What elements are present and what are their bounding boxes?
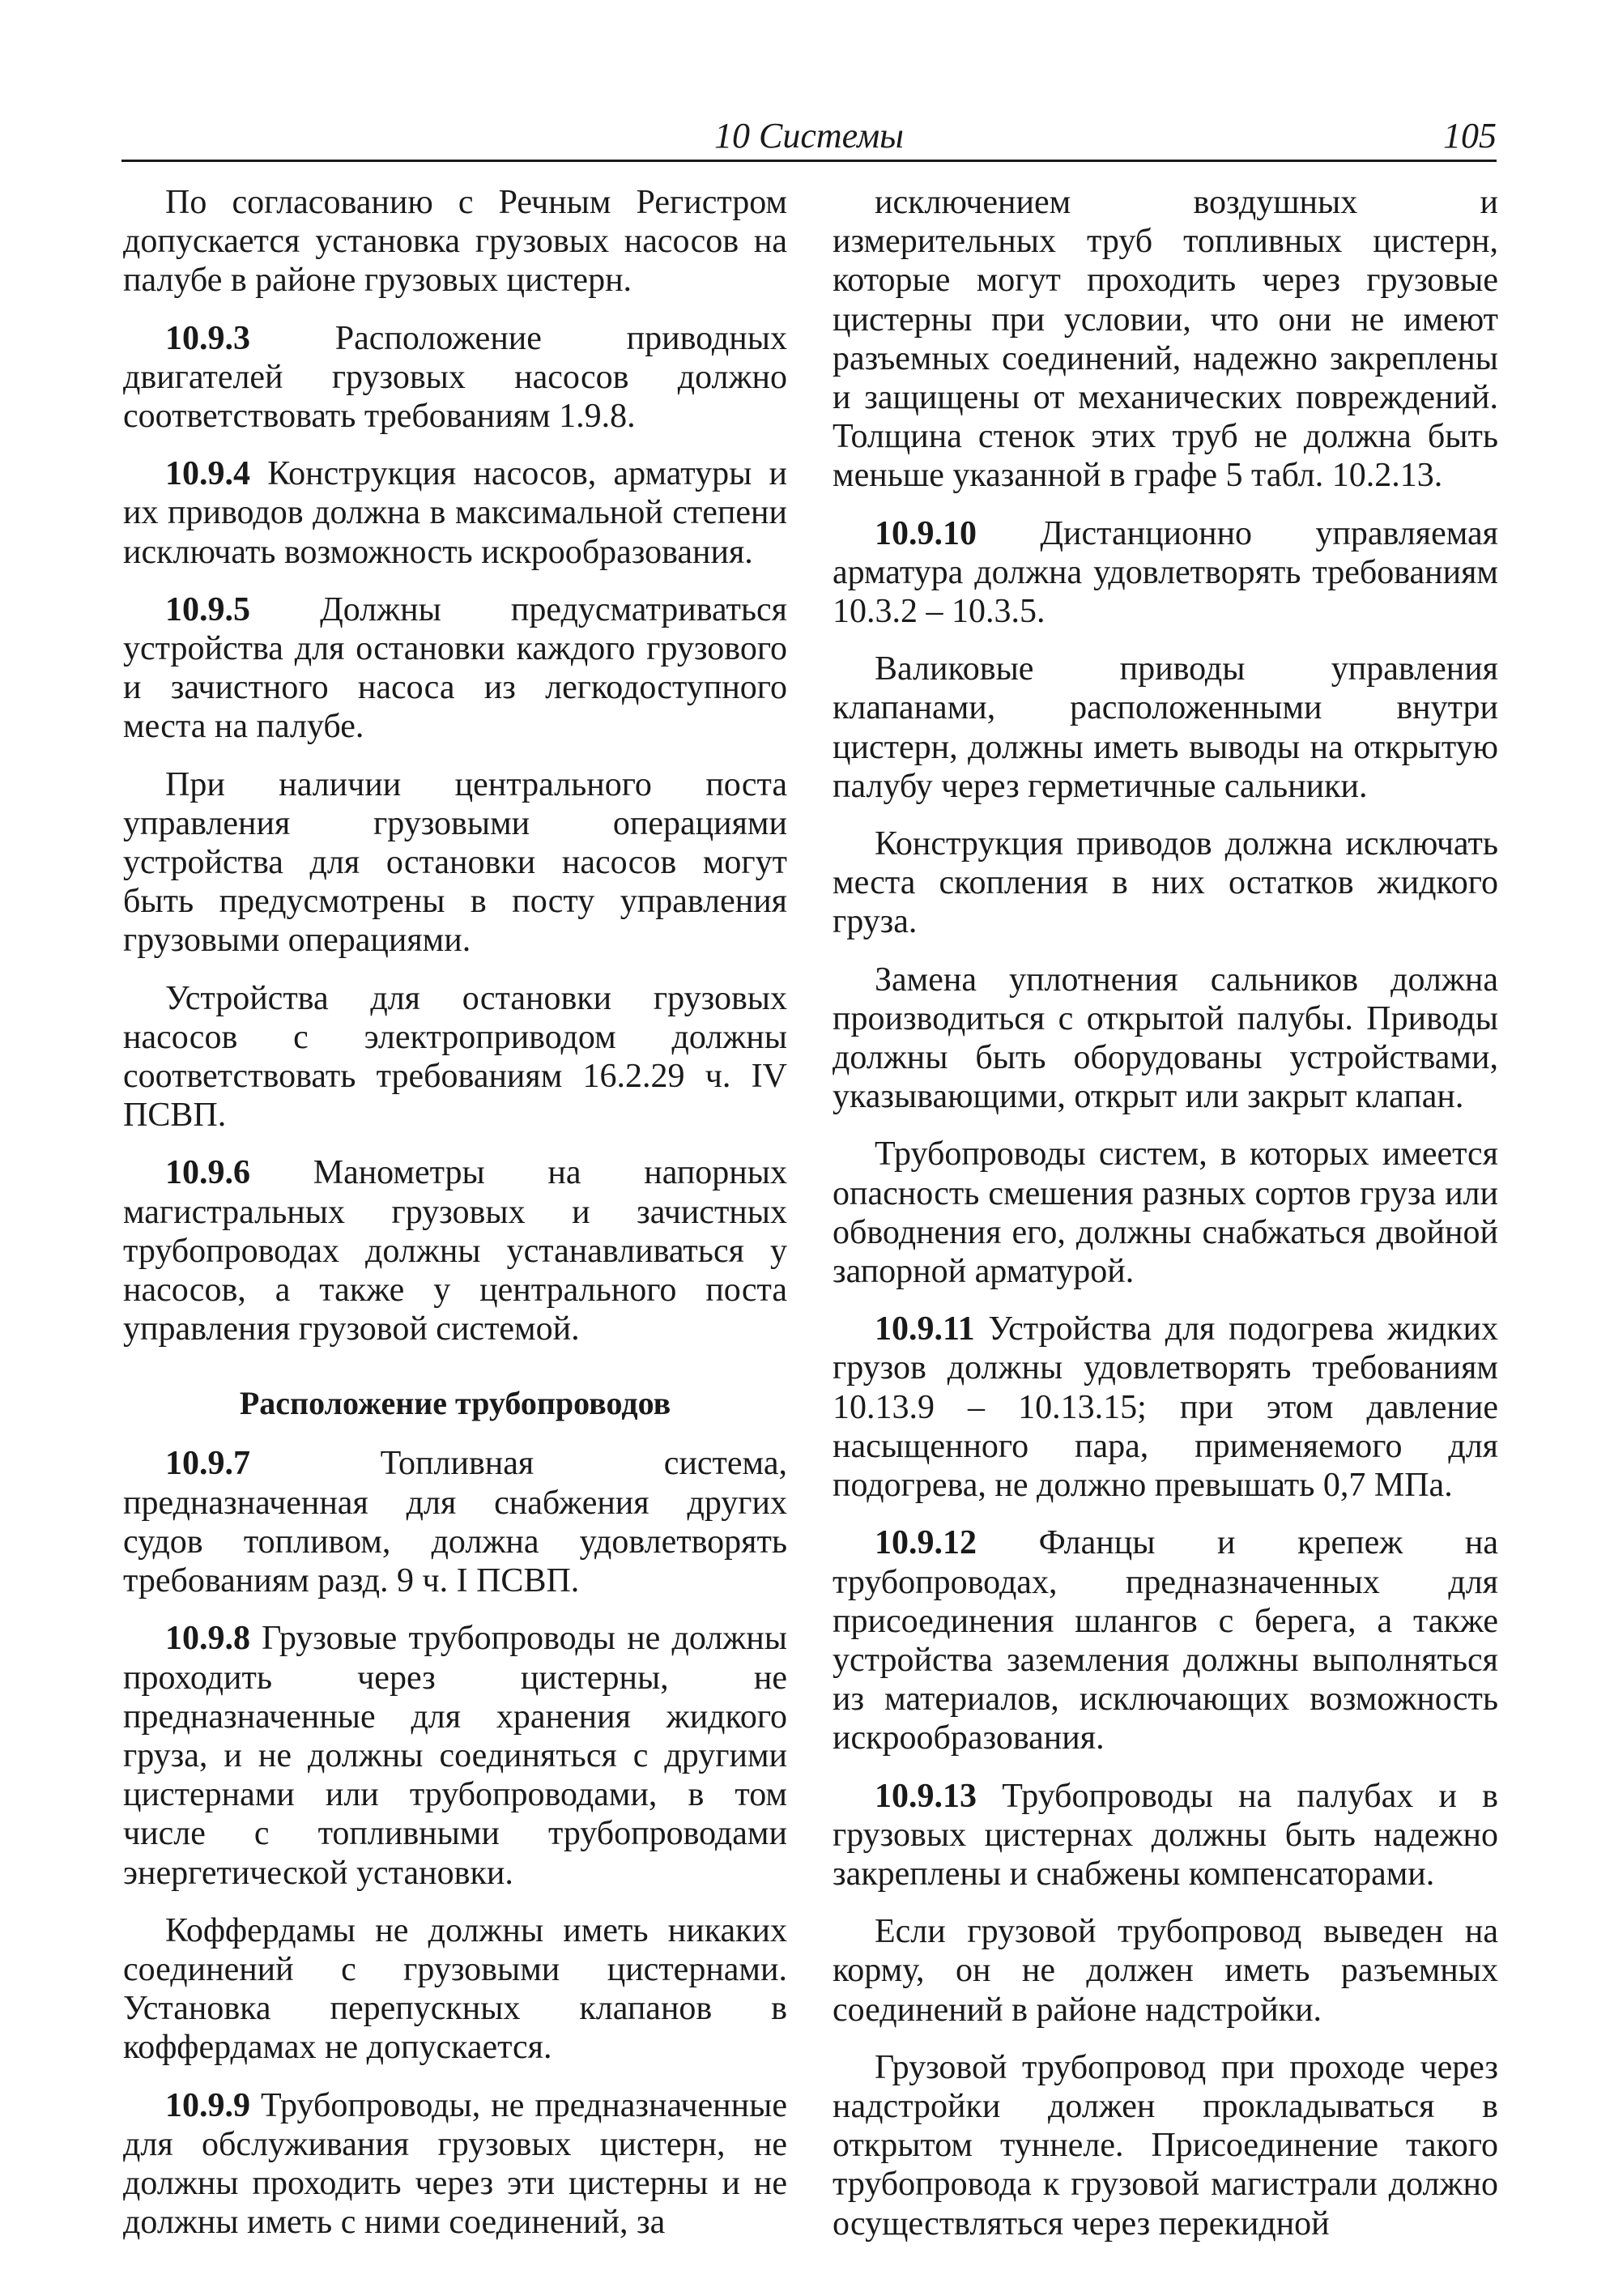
paragraph xyxy=(123,765,787,961)
paragraph-text: Расположение приводных двигателей грузовых насосов должно соответствовать требованиям 1.9.8. xyxy=(123,319,787,436)
paragraph-text: Грузовые трубопроводы не должны проходить через цистерны, не предназначенные для хранения жидкого груза, и не должны соединяться с другими цистернами или трубопроводами, в том числе с топливными трубопроводами энергетической установки. xyxy=(123,1620,787,1892)
paragraph-text: По согласованию с Речным Регистром допускается установка грузовых насосов на палубе в районе грузовых цистерн. xyxy=(123,184,787,300)
paragraph xyxy=(123,1911,787,2068)
clause-number: 10.9.10 xyxy=(875,514,977,552)
clause-number: 10.9.12 xyxy=(875,1524,977,1562)
paragraph-text: Трубопроводы, не предназначенные для обслуживания грузовых цистерн, не должны проходить через эти цистерны и не должны иметь с ними соединений, за xyxy=(123,2086,787,2242)
paragraph xyxy=(833,2048,1498,2243)
paragraph xyxy=(833,1912,1498,2030)
clause-number: 10.9.5 xyxy=(165,590,250,628)
paragraph xyxy=(123,1619,787,1892)
clause-number: 10.9.3 xyxy=(165,319,250,357)
paragraph-text: Трубопроводы на палубах и в грузовых цистернах должны быть надежно закреплены и снабжены компенсаторами. xyxy=(833,1777,1498,1893)
paragraph xyxy=(833,650,1498,806)
paragraph xyxy=(833,514,1498,632)
paragraph xyxy=(123,2086,787,2243)
paragraph xyxy=(123,1153,787,1348)
clause-number: 10.9.9 xyxy=(165,2086,250,2124)
paragraph xyxy=(833,824,1498,942)
paragraph-text: Коффердамы не должны иметь никаких соединений с грузовыми цистернами. Установка перепускных клапанов в коффердамах не допускается. xyxy=(123,1911,787,2067)
right-column xyxy=(833,183,1498,2262)
paragraph-text: Валиковые приводы управления клапанами, расположенными внутри цистерн, должны иметь выводы на открытую палубу через герметичные сальники. xyxy=(833,650,1498,805)
paragraph-text: Конструкция насосов, арматуры и их приводов должна в максимальной степени исключать возможность искрообразования. xyxy=(123,455,787,571)
paragraph-text: Конструкция приводов должна исключать места скопления в них остатков жидкого груза. xyxy=(833,825,1498,941)
paragraph xyxy=(123,979,787,1135)
paragraph xyxy=(123,183,787,300)
paragraph xyxy=(833,961,1498,1117)
paragraph xyxy=(833,1310,1498,1505)
paragraph-text: Топливная система, предназначенная для снабжения других судов топливом, должна удовлетворять требованиям разд. 9 ч. I ПСВП. xyxy=(123,1445,787,1600)
paragraph-text: Фланцы и крепеж на трубопроводах, предназначенных для присоединения шлангов с берега, а также устройства заземления должны выполняться из материалов, исключающих возможность искрообразования. xyxy=(833,1524,1498,1757)
paragraph-text: Должны предусматриваться устройства для остановки каждого грузового и зачистного насоса из легкодоступного места на палубе. xyxy=(123,590,787,746)
clause-number: 10.9.6 xyxy=(165,1154,250,1192)
paragraph xyxy=(833,183,1498,496)
page-header xyxy=(121,112,1497,162)
paragraph-text: Грузовой трубопровод при проходе через надстройки должен прокладываться в открытом туннеле. Присоединение такого трубопровода к грузовой магистрали должно осуществляться через перекидной xyxy=(833,2048,1498,2243)
clause-number: 10.9.11 xyxy=(875,1310,975,1348)
paragraph xyxy=(123,1444,787,1600)
paragraph-text: Устройства для остановки грузовых насосов с электроприводом должны соответствовать требованиям 16.2.29 ч. IV ПСВП. xyxy=(123,979,787,1135)
paragraph-text: При наличии центрального поста управления грузовыми операциями устройства для остановки насосов могут быть предусмотрены в посту управления грузовыми операциями. xyxy=(123,765,787,960)
paragraph xyxy=(833,1523,1498,1757)
running-title: 10 Системы xyxy=(714,116,904,155)
paragraph xyxy=(833,1135,1498,1291)
clause-number: 10.9.13 xyxy=(875,1777,977,1815)
paragraph-text: Устройства для подогрева жидких грузов должны удовлетворять требованиям 10.13.9 – 10.13.15; при этом давление насыщенного пара, применяемого для подогрева, не должно превышать 0,7 МПа. xyxy=(833,1310,1498,1505)
paragraph-text: Манометры на напорных магистральных грузовых и зачистных трубопроводах должны устанавливаться у насосов, а также у центрального поста управления грузовой системой. xyxy=(123,1154,787,1348)
paragraph xyxy=(833,1777,1498,1894)
clause-number: 10.9.4 xyxy=(165,455,250,493)
paragraph xyxy=(123,454,787,572)
section-heading: Расположение трубопроводов xyxy=(239,1385,671,1422)
paragraph xyxy=(123,319,787,437)
paragraph-text: Замена уплотнения сальников должна производиться с открытой палубы. Приводы должны быть оборудованы устройствами, указывающими, открыт или закрыт клапан. xyxy=(833,961,1498,1116)
left-column xyxy=(123,183,787,2260)
clause-number: 10.9.8 xyxy=(165,1620,250,1658)
paragraph-text: Если грузовой трубопровод выведен на корму, он не должен иметь разъемных соединений в районе надстройки. xyxy=(833,1913,1498,2029)
page-number: 105 xyxy=(1443,116,1497,155)
paragraph-text: Трубопроводы систем, в которых имеется опасность смешения разных сортов груза или обводнения его, должны снабжаться двойной запорной арматурой. xyxy=(833,1135,1498,1291)
clause-number: 10.9.7 xyxy=(165,1445,250,1483)
paragraph-text: исключением воздушных и измерительных труб топливных цистерн, которые могут проходить через грузовые цистерны при условии, что они не имеют разъемных соединений, надежно закреплены и защищены от механических повреждений. Толщина стенок этих труб не должна быть меньше указанной в графе 5 табл. 10.2.13. xyxy=(833,184,1498,495)
paragraph-text: Дистанционно управляемая арматура должна удовлетворять требованиям 10.3.2 – 10.3.5. xyxy=(833,514,1498,631)
paragraph xyxy=(123,590,787,747)
